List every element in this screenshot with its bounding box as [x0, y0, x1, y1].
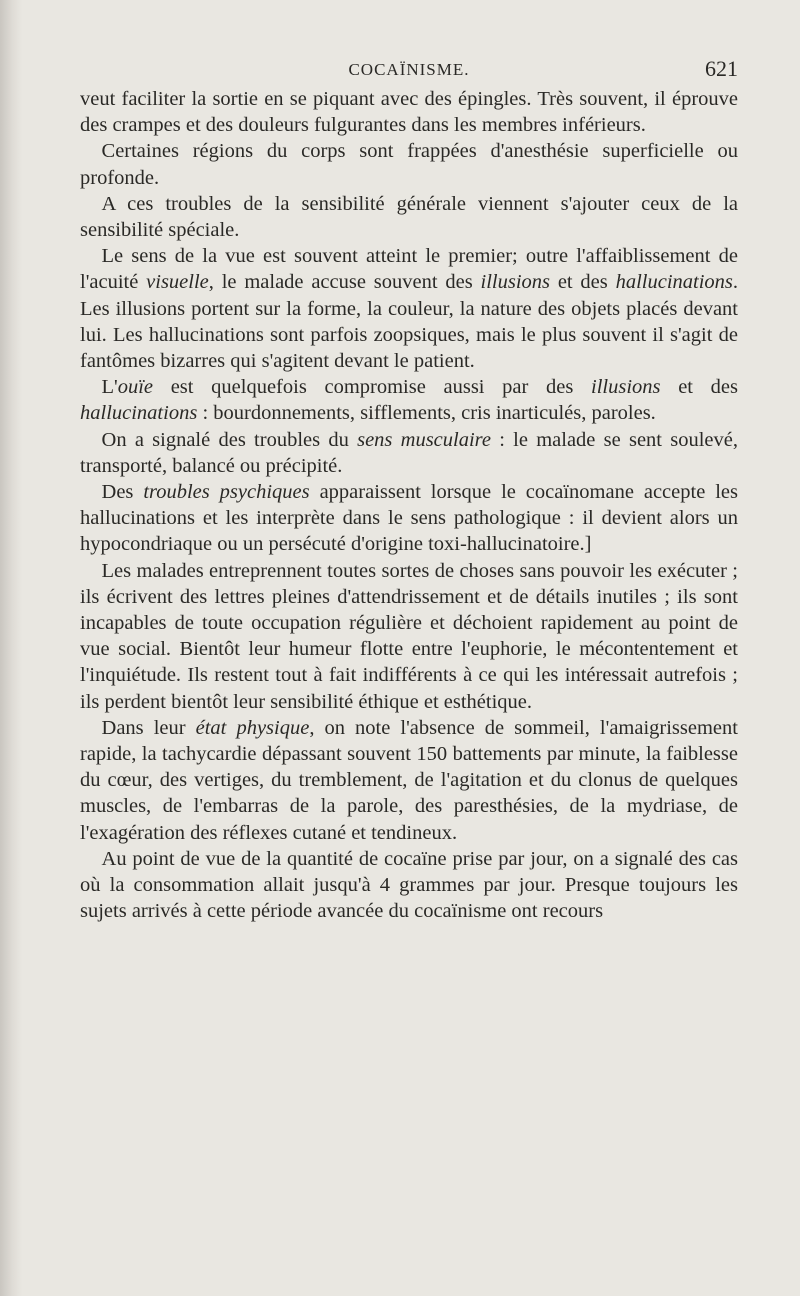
text-run: Dans leur: [101, 716, 196, 739]
italic-term: illusions: [591, 376, 661, 399]
italic-term: état physique: [195, 716, 310, 739]
text-run: . Les illusions portent sur la forme, la couleur, la nature des objets placés devant lui. Les hallucinations sont parfois zoopsiques, mais le plus souvent il s'agit de fantômes bizarres qui s'agitent devant le patient.: [80, 271, 739, 373]
paragraph: [80, 191, 738, 243]
text-run: Le sens de la vue est souvent atteint le premier; outre l'affaiblissement de l'acuité: [80, 245, 738, 294]
body-text: [80, 86, 738, 925]
text-run: et des: [660, 376, 738, 399]
text-run: Certaines régions du corps sont frappées d'anesthésie superficielle ou profonde.: [80, 140, 738, 189]
paragraph: [80, 374, 738, 426]
italic-term: hallucinations: [80, 402, 198, 425]
paragraph: [80, 138, 738, 190]
text-run: Au point de vue de la quantité de cocaïne prise par jour, on a signalé des cas où la consommation allait jusqu'à 4 grammes par jour. Presque toujours les sujets arrivés à cette période avancée du cocaïnisme ont recours: [80, 847, 738, 923]
paragraph: [80, 243, 738, 374]
page-gutter-shadow: [0, 0, 22, 1296]
text-run: On a signalé des troubles du: [101, 428, 358, 451]
paragraph: [80, 479, 738, 558]
paragraph: [80, 558, 738, 715]
text-run: , on note l'absence de sommeil, l'amaigrissement rapide, la tachycardie dépassant souvent 150 battements par minute, la faiblesse du cœur, des vertiges, du tremblement, de l'agitation et du clonus de quelques muscles, de l'embarras de la parole, des paresthésies, de la mydriase, de l'exagération des réflexes cutané et tendineux.: [80, 716, 738, 844]
paragraph: [80, 427, 738, 479]
text-run: : le malade se sent soulevé, transporté, balancé ou précipité.: [80, 428, 738, 477]
text-run: Les malades entreprennent toutes sortes de choses sans pouvoir les exécuter ; ils écrivent des lettres pleines d'attendrissement et de détails inutiles ; ils sont incapables de toute occupation régulière et déchoient rapidement au point de vue social. Bientôt leur humeur flotte entre l'euphorie, le mécontentement et l'inquiétude. Ils restent tout à fait indifférents à ce qui les intéressait autrefois ; ils perdent bientôt leur sensibilité éthique et esthétique.: [80, 559, 738, 713]
text-run: L': [101, 376, 118, 399]
text-run: Des: [101, 481, 144, 504]
running-header: [80, 48, 738, 86]
paragraph: [80, 86, 738, 138]
text-run: est quelquefois compromise aussi par des: [153, 376, 592, 399]
text-run: A ces troubles de la sensibilité générale viennent s'ajouter ceux de la sensibilité spéciale.: [80, 192, 738, 242]
text-run: apparaissent lorsque le cocaïnomane accepte les hallucinations et les interprète dans le sens pathologique : il devient alors un hypocondriaque ou un persécuté d'origine toxi-hallucinatoire.]: [80, 481, 738, 556]
text-run: , le malade accuse souvent des: [208, 271, 481, 294]
text-run: : bourdonnements, sifflements, cris inarticulés, paroles.: [197, 402, 656, 425]
text-run: veut faciliter la sortie en se piquant avec des épingles. Très souvent, il éprouve des crampes et des douleurs fulgurantes dans les membres inférieurs.: [80, 88, 738, 137]
italic-term: visuelle: [146, 271, 209, 294]
text-run: et des: [550, 271, 616, 294]
italic-term: troubles psychiques: [143, 481, 310, 504]
italic-term: sens musculaire: [357, 428, 491, 451]
paragraph: [80, 846, 738, 925]
page-number: 621: [705, 56, 738, 81]
italic-term: illusions: [480, 271, 550, 294]
italic-term: ouïe: [117, 376, 154, 399]
paragraph: [80, 715, 738, 846]
book-page: [80, 48, 738, 925]
running-title: COCAÏNISME.: [348, 60, 470, 79]
italic-term: hallucinations: [615, 271, 733, 294]
